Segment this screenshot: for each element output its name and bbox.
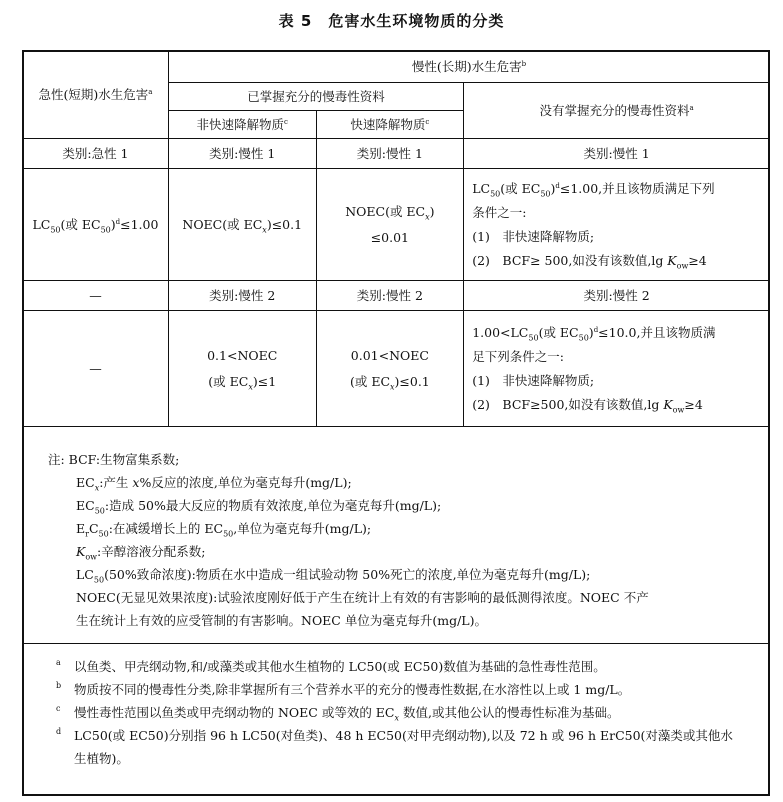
note-erc50: $E_rC_{50}$:在减缓增长上的 $EC_{50}$,单位为毫克每升(mg/L); — [76, 521, 372, 539]
footnote-a: a 以鱼类、甲壳纲动物,和/或藻类或其他水生植物的 LC50(或 EC50)数值为基础的急性毒性范围。 — [56, 658, 606, 674]
chronic-header: 慢性(长期)水生危害$^b$ — [168, 51, 769, 83]
no-data-criteria-1: $LC_{50}$(或 $EC_{50})^d\le 1.00$,并且该物质满足下列 条件之一: (1) 非快速降解物质; (2) BCF≥ 500,如没有该数值,lg $K_{ow}\ge 4$ — [464, 169, 770, 281]
note-noec: NOEC(无显见效果浓度):试验浓度刚好低于产生在统计上有效的有害影响的最低测得浓度。NOEC 不产 — [76, 590, 649, 605]
acute-criteria-2: — — [23, 311, 169, 427]
note-ec50: $EC_{50}$:造成 50%最大反应的物质有效浓度,单位为毫克每升(mg/L); — [76, 498, 442, 516]
non-rapid-criteria-1: NOEC(或 $EC_x)\le 0.1$ — [168, 169, 316, 281]
note-bcf: 注: BCF:生物富集系数; — [48, 452, 180, 467]
category-cell: 类别:慢性 2 — [168, 281, 316, 311]
no-data-criteria-2: $1.00<LC_{50}$(或 $EC_{50})^d\le 10.0$,并且该物质满 足下列条件之一: (1) 非快速降解物质; (2) BCF≥500,如没有该数值,lg $K_{ow}\ge 4$ — [464, 311, 770, 427]
note-ecx: $EC_x$:产生 x%反应的浓度,单位为毫克每升(mg/L); — [76, 475, 352, 493]
note-noec-cont: 生在统计上有效的应受管制的有害影响。NOEC 单位为毫克每升(mg/L)。 — [76, 613, 487, 628]
category-cell: 类别:慢性 2 — [316, 281, 464, 311]
table-notes — [48, 448, 758, 632]
category-cell: 类别:慢性 1 — [316, 139, 464, 169]
non-rapid-criteria-2: 0.1<NOEC (或 $EC_x)\le 1$ — [168, 311, 316, 427]
category-cell: 类别:慢性 1 — [168, 139, 316, 169]
category-cell: 类别:慢性 2 — [464, 281, 770, 311]
category-cell: — — [23, 281, 169, 311]
non-rapid-header: 非快速降解物质$^c$ — [168, 111, 316, 139]
footnote-divider — [22, 643, 770, 644]
footnotes — [52, 655, 758, 770]
note-lc50: $LC_{50}(50\%$致命浓度):物质在水中造成一组试验动物 50%死亡的浓度,单位为毫克每升(mg/L); — [76, 567, 591, 585]
no-data-header: 没有掌握充分的慢毒性资料$^a$ — [464, 83, 770, 139]
category-cell: 类别:慢性 1 — [464, 139, 770, 169]
footnote-c: c 慢性毒性范围以鱼类或甲壳纲动物的 NOEC 或等效的 $EC_x$ 数值,或其他公认的慢毒性标准为基础。 — [56, 704, 620, 723]
rapid-criteria-2: 0.01<NOEC (或 $EC_x)\le 0.1$ — [316, 311, 464, 427]
footnote-b: b 物质按不同的慢毒性分类,除非掌握所有三个营养水平的充分的慢毒性数据,在水溶性以上或 1 mg/L。 — [56, 681, 631, 697]
acute-criteria-1: $LC_{50}$(或 $EC_{50})^d\le 1.00$ — [23, 169, 169, 281]
rapid-header: 快速降解物质$^c$ — [316, 111, 464, 139]
category-cell: 类别:急性 1 — [23, 139, 169, 169]
table-title: 表 5 危害水生环境物质的分类 — [278, 12, 505, 30]
note-kow: $K_{ow}$:辛醇溶液分配系数; — [76, 544, 206, 562]
footnote-d: d LC50(或 EC50)分别指 96 h LC50(对鱼类)、48 h EC50(对甲壳纲动物),以及 72 h 或 96 h ErC50(对藻类或其他水 生植物)。 — [56, 727, 733, 766]
adequate-data-header: 已掌握充分的慢毒性资料 — [168, 83, 463, 111]
rapid-criteria-1: NOEC(或 $EC_x$) ≤0.01 — [316, 169, 464, 281]
classification-table — [22, 50, 770, 427]
acute-header: 急性(短期)水生危害$^a$ — [23, 51, 169, 139]
